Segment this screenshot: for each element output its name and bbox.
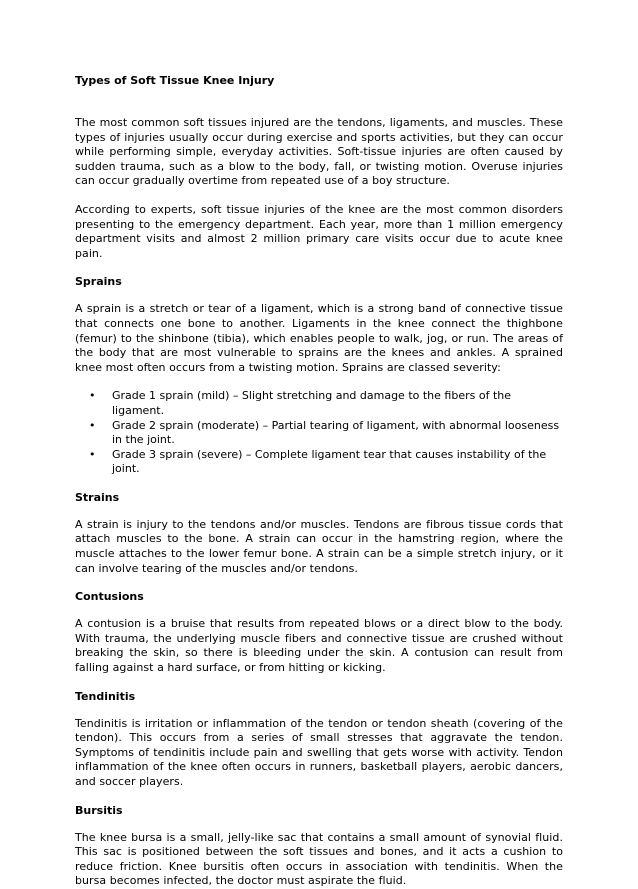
bursitis-paragraph: The knee bursa is a small, jelly-like sac that contains a small amount of synovial fluid. This sac is positioned between the soft tissues and bones, and it acts a cushion to reduce friction. Knee bursitis often occurs in association with tendinitis. When the bursa becomes infected, the doctor must aspirate the fluid. (75, 830, 563, 888)
strains-paragraph: A strain is injury to the tendons and/or muscles. Tendons are fibrous tissue cords that attach muscles to the bone. A strain can occur in the hamstring region, where the muscle attaches to the lower femur bone. A strain can be a simple stretch injury, or it can involve tearing of the muscles and/or tendons. (75, 517, 563, 575)
list-item (75, 389, 563, 418)
strains-heading: Strains (75, 490, 120, 504)
bullet-icon: • (89, 389, 96, 403)
bullet-icon: • (89, 447, 96, 461)
tendinitis-heading: Tendinitis (75, 689, 136, 703)
bursitis-heading: Bursitis (75, 803, 123, 817)
sprains-paragraph: A sprain is a stretch or tear of a ligament, which is a strong band of connective tissue that connects one bone to another. Ligaments in the knee connect the thighbone (femur) to the shinbone (tibia), which enables people to walk, jog, or run. The areas of the body that are most vulnerable to sprains are the knees and ankles. A sprained knee most often occurs from a twisting motion. Sprains are classed severity: (75, 302, 563, 374)
sprains-heading: Sprains (75, 275, 122, 289)
document-title: Types of Soft Tissue Knee Injury (75, 74, 275, 87)
intro-paragraph-1: The most common soft tissues injured are the tendons, ligaments, and muscles. These types of injuries usually occur during exercise and sports activities, but they can occur while performing simple, everyday activities. Soft-tissue injuries are often caused by sudden trauma, such as a blow to the body, fall, or twisting motion. Overuse injuries can occur gradually overtime from repeated use of a boy structure. (75, 116, 563, 188)
sprain-grades-list (75, 389, 563, 477)
contusions-heading: Contusions (75, 590, 144, 604)
list-item (75, 448, 563, 477)
list-item-text: Grade 1 sprain (mild) – Slight stretching and damage to the fibers of the ligament. (112, 389, 511, 417)
intro-paragraph-2: According to experts, soft tissue injuries of the knee are the most common disorders presenting to the emergency department. Each year, more than 1 million emergency department visits and almost 2 million primary care visits occur due to acute knee pain. (75, 202, 563, 260)
list-item-text: Grade 3 sprain (severe) – Complete ligament tear that causes instability of the joint. (112, 447, 547, 476)
bullet-icon: • (89, 418, 96, 432)
list-item-text: Grade 2 sprain (moderate) – Partial tearing of ligament, with abnormal looseness in the joint. (112, 418, 560, 447)
list-item (75, 419, 563, 448)
tendinitis-paragraph: Tendinitis is irritation or inflammation of the tendon or tendon sheath (covering of the tendon). This occurs from a series of small stresses that aggravate the tendon. Symptoms of tendinitis include pain and swelling that gets worse with activity. Tendon inflammation of the knee often occurs in runners, basketball players, aerobic dancers, and soccer players. (75, 716, 563, 788)
document-page (75, 66, 563, 889)
contusions-paragraph: A contusion is a bruise that results from repeated blows or a direct blow to the body. With trauma, the underlying muscle fibers and connective tissue are crushed without breaking the skin, so there is bleeding under the skin. A contusion can result from falling against a hard surface, or from hitting or kicking. (75, 617, 563, 675)
